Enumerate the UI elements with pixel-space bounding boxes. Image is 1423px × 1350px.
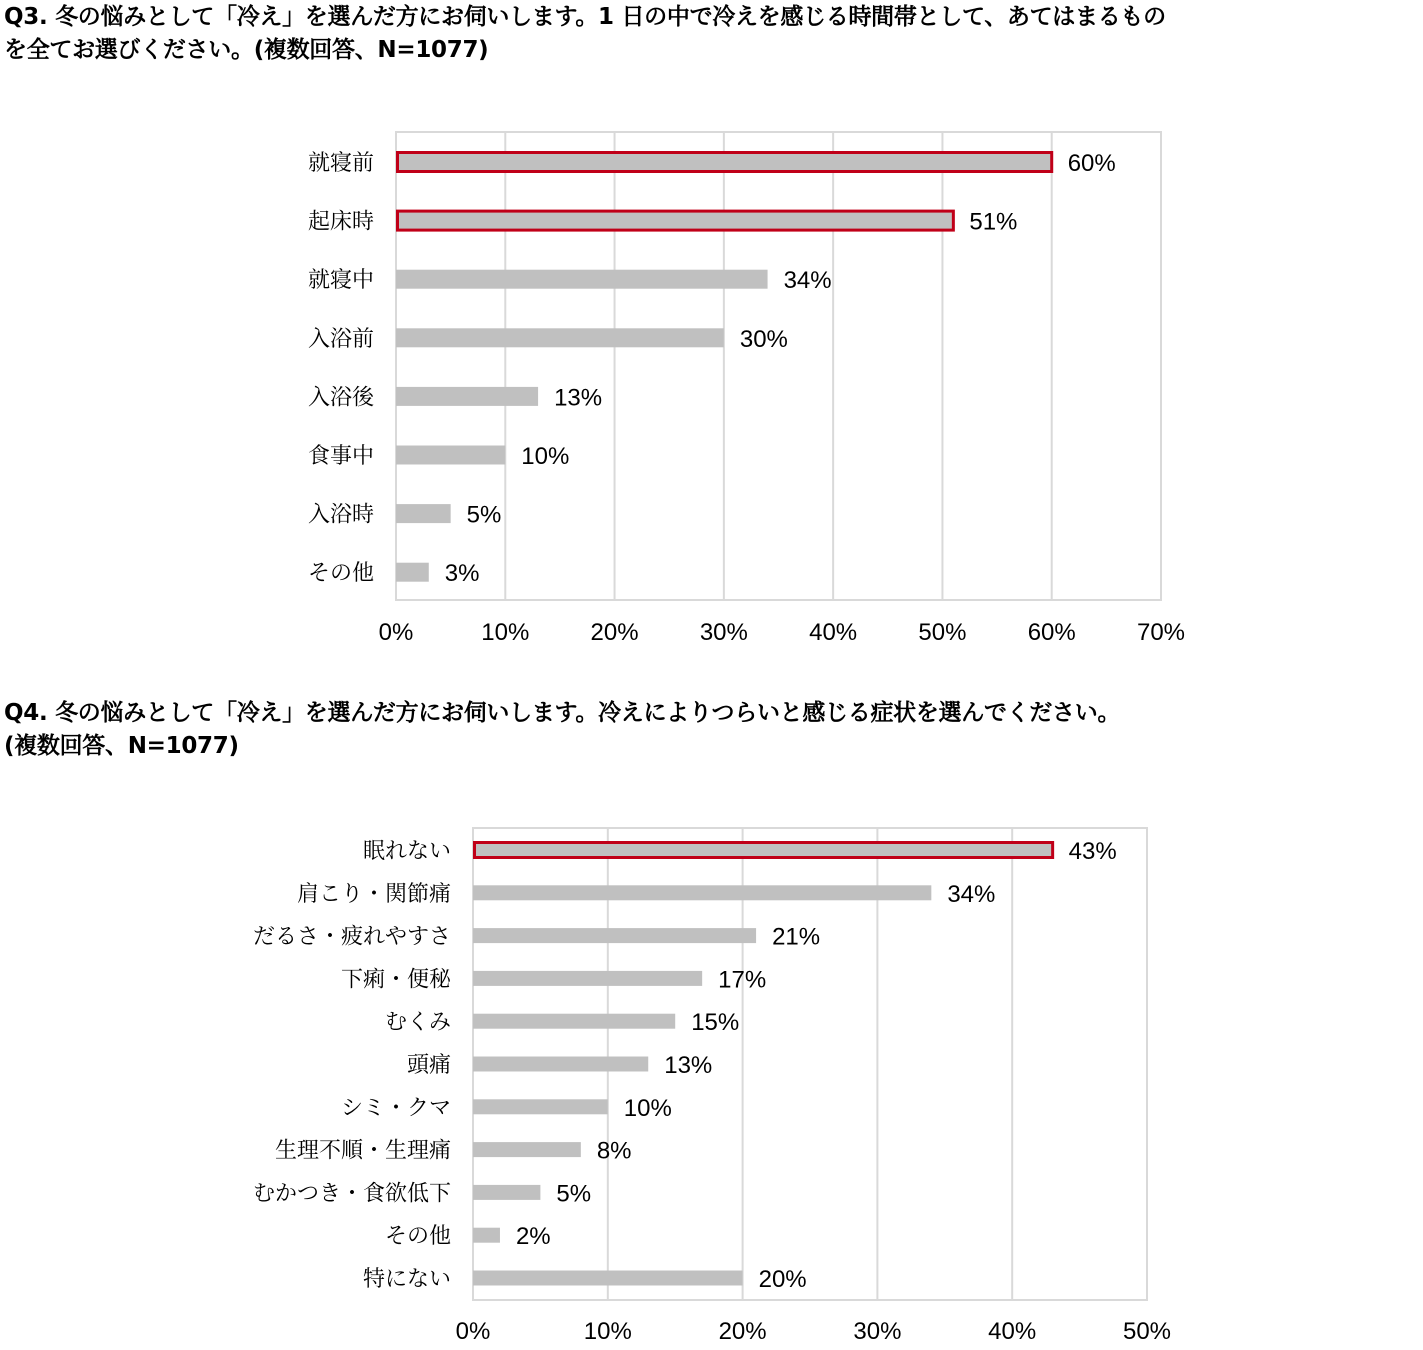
q4-category-label: 眠れない	[362, 839, 451, 864]
q4-bar-highlighted	[475, 843, 1053, 858]
q3-category-label: その他	[307, 561, 374, 587]
q4-category-label: シミ・クマ	[340, 1095, 451, 1121]
q4-value-label: 34%	[947, 880, 996, 908]
q3-category-label: 食事中	[307, 444, 374, 469]
q4-bar	[473, 1185, 540, 1200]
q4-category-label: だるさ・疲れやすさ	[252, 924, 451, 950]
q4-category-label: むくみ	[384, 1010, 451, 1036]
q4-bar	[473, 1142, 581, 1157]
q4-x-tick-label: 30%	[853, 1318, 902, 1345]
q3-category-label: 起床時	[307, 209, 374, 235]
q3-question-line2: を全てお選びください。(複数回答、N=1077)	[4, 37, 489, 63]
q3-value-label: 10%	[521, 443, 570, 470]
q4-x-tick-label: 0%	[455, 1318, 491, 1345]
q4-category-label: その他	[384, 1224, 451, 1250]
q4-value-label: 2%	[515, 1223, 551, 1251]
q3-value-label: 34%	[783, 267, 832, 295]
q3-category-label: 入浴後	[307, 385, 374, 411]
q3-x-tick-label: 60%	[1027, 619, 1076, 646]
q4-value-label: 10%	[623, 1094, 672, 1122]
q4-value-label: 20%	[758, 1266, 807, 1293]
q4-bar	[473, 885, 931, 900]
q4-value-label: 15%	[691, 1009, 740, 1037]
q4-x-tick-label: 20%	[718, 1318, 767, 1345]
q3-value-label: 60%	[1067, 150, 1116, 177]
q3-x-tick-label: 20%	[590, 619, 639, 646]
q4-question-line1: Q4. 冬の悩みとして「冷え」を選んだ方にお伺いします。冷えによりつらいと感じる症状を選んでください。	[4, 700, 1121, 726]
q4-category-label: 肩こり・関節痛	[296, 881, 451, 907]
q4-bar	[473, 1228, 500, 1243]
q3-category-label: 就寝中	[307, 268, 374, 294]
q3-category-label: 就寝前	[307, 151, 374, 176]
q4-bar	[473, 971, 702, 986]
q3-value-label: 30%	[739, 325, 788, 353]
q4-x-tick-label: 50%	[1122, 1318, 1172, 1345]
q4-bar	[473, 1014, 675, 1029]
q4-bar	[473, 928, 756, 943]
q4-x-tick-label: 10%	[583, 1318, 632, 1345]
q3-category-label: 入浴時	[307, 502, 374, 528]
q4-question-line2: (複数回答、N=1077)	[4, 733, 239, 759]
q4-category-label: むかつき・食欲低下	[252, 1181, 451, 1207]
q3-value-label: 3%	[444, 560, 480, 588]
q4-bar	[473, 1057, 648, 1072]
q3-value-label: 13%	[554, 384, 603, 412]
q4-category-label: 頭痛	[406, 1053, 451, 1078]
q4-bar	[473, 1271, 743, 1286]
q4-category-label: 生理不順・生理痛	[274, 1138, 451, 1164]
q4-value-label: 43%	[1068, 838, 1117, 865]
q4-category-label: 下痢・便秘	[340, 967, 451, 993]
q4-x-tick-label: 40%	[988, 1318, 1037, 1345]
q3-x-tick-label: 50%	[918, 619, 967, 646]
q4-value-label: 13%	[664, 1052, 713, 1079]
q3-category-label: 入浴前	[307, 326, 374, 352]
q3-x-tick-label: 40%	[809, 619, 858, 646]
q3-x-tick-label: 0%	[378, 619, 414, 646]
q4-value-label: 21%	[772, 923, 821, 951]
q3-x-tick-label: 30%	[699, 619, 748, 646]
q4-value-label: 5%	[556, 1180, 592, 1208]
q3-x-tick-label: 70%	[1136, 619, 1186, 646]
q4-value-label: 8%	[596, 1137, 632, 1165]
q3-question-line1: Q3. 冬の悩みとして「冷え」を選んだ方にお伺いします。1 日の中で冷えを感じる時間帯として、あてはまるもの	[4, 4, 1166, 30]
q4-category-label: 特にない	[362, 1267, 451, 1292]
q4-bar	[473, 1099, 608, 1114]
q3-value-label: 51%	[969, 208, 1018, 236]
q4-value-label: 17%	[718, 966, 767, 994]
q3-x-tick-label: 10%	[481, 619, 530, 646]
q3-value-label: 5%	[466, 501, 502, 529]
